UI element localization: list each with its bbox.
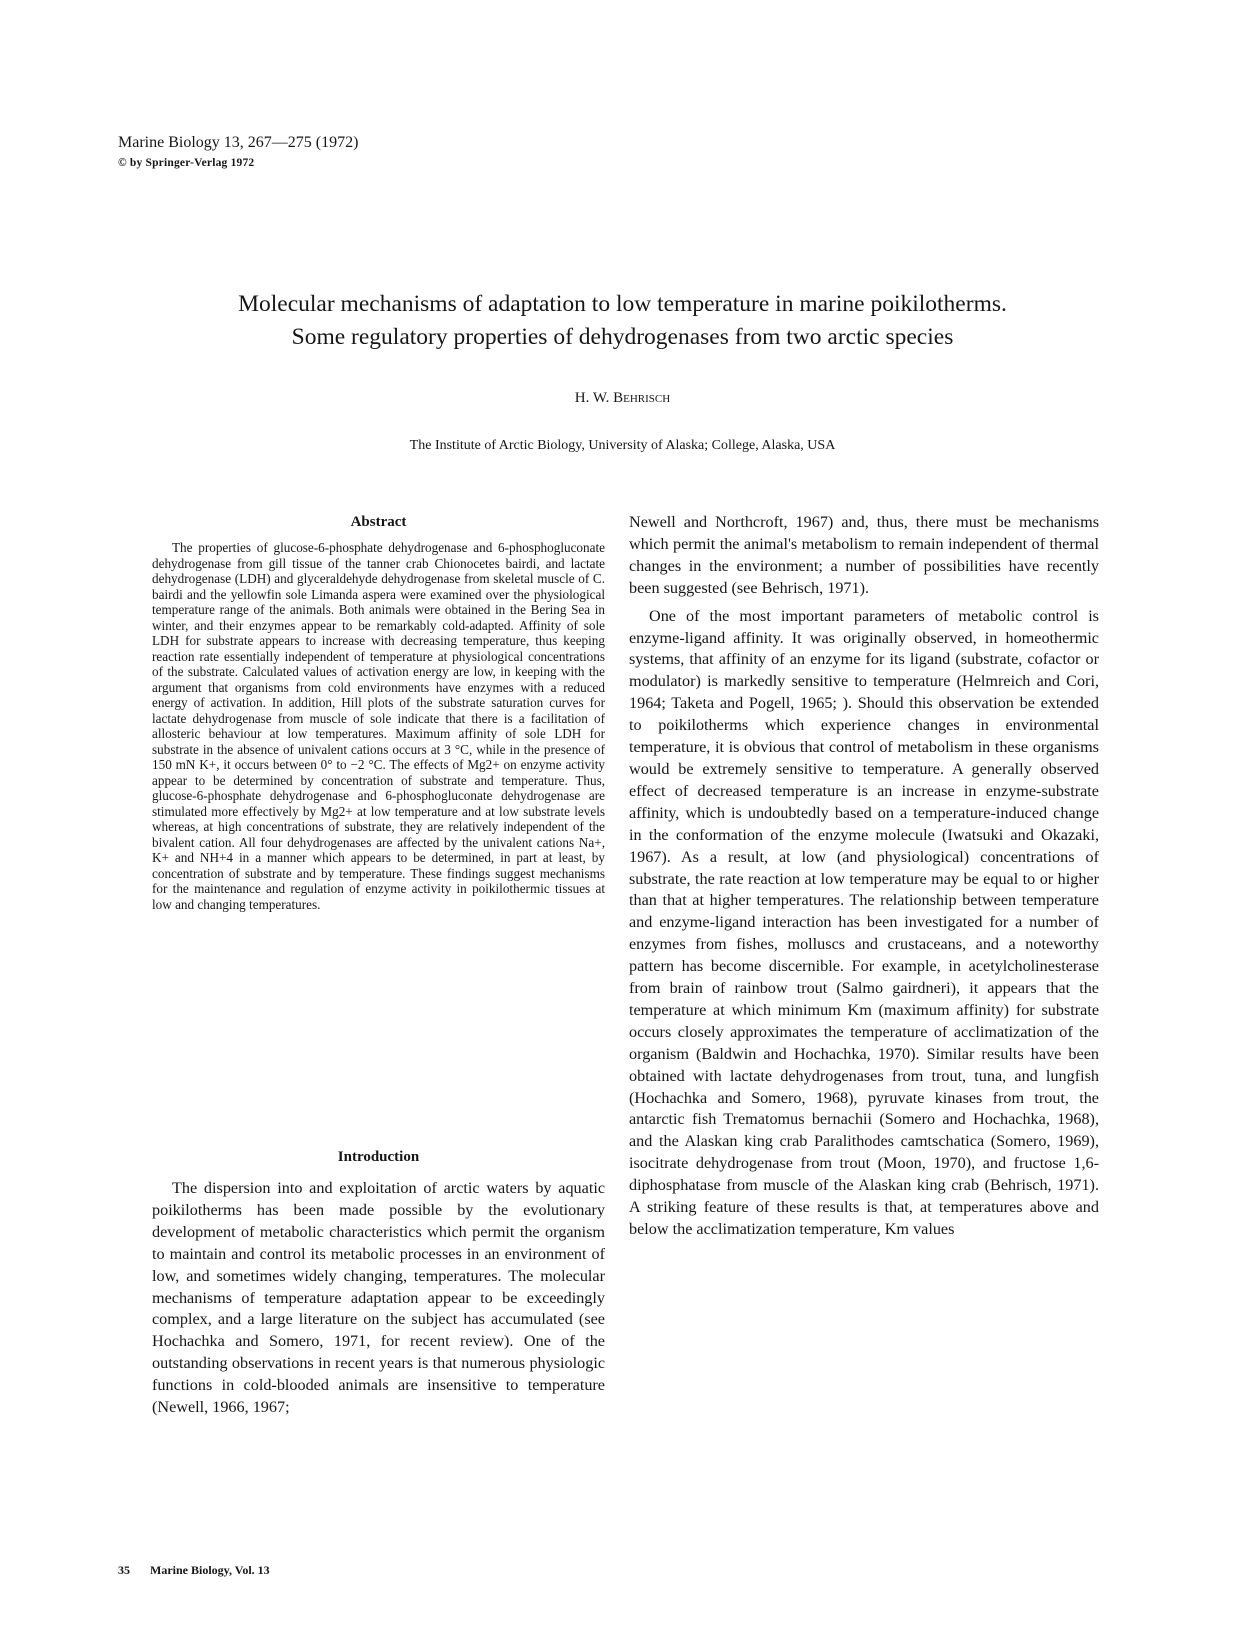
introduction-text: The dispersion into and exploitation of arctic waters by aquatic poikilotherms has been made possible by the evolutionary development of metabolic characteristics which permit the organism to maintain and control its metabolic processes in an environment of low, and sometimes widely changing, temperatures. The molecular mechanisms of temperature adaptation appear to be exceedingly complex, and a large literature on the subject has accumulated (see Hochachka and Somero, 1971, for recent review). One of the outstanding observations in recent years is that numerous physiologic functions in cold-blooded animals are insensitive to temperature (Newell, 1966, 1967; — [152, 1179, 605, 1417]
affiliation: The Institute of Arctic Biology, University of Alaska; College, Alaska, USA — [409, 438, 836, 453]
abstract-heading: Abstract — [350, 514, 407, 530]
title-line-2: Some regulatory properties of dehydrogenases from two arctic species — [291, 324, 954, 350]
journal-citation: Marine Biology 13, 267—275 (1972) — [118, 134, 359, 151]
abstract-section — [152, 514, 605, 912]
footer-journal: Marine Biology, Vol. 13 — [150, 1563, 270, 1577]
introduction-heading: Introduction — [337, 1149, 420, 1165]
author-name: H. W. Behrisch — [574, 390, 671, 406]
right-column-paragraph-2: One of the most important parameters of metabolic control is enzyme-ligand affinity. It was originally observed, in homeothermic systems, that affinity of an enzyme for its ligand (substrate, cofactor or modulator) is markedly sensitive to temperature (Helmreich and Cori, 1964; Taketa and Pogell, 1965; ). Should this observation be extended to poikilotherms which experience changes in environmental temperature, it is obvious that control of metabolism in these organisms would be extremely sensitive to temperature. A generally observed effect of decreased temperature is an increase in enzyme-substrate affinity, which is undoubtedly based on a temperature-induced change in the conformation of the enzyme molecule (Iwatsuki and Okazaki, 1967). As a result, at low (and physiological) concentrations of substrate, the rate reaction at low temperature may be equal to or higher than that at higher temperatures. The relationship between temperature and enzyme-ligand interaction has been investigated for a number of enzymes from fishes, molluscs and crustaceans, and a noteworthy pattern has become discernible. For example, in acetylcholinesterase from brain of rainbow trout (Salmo gairdneri), it appears that the temperature at which minimum Km (maximum affinity) for substrate occurs closely approximates the temperature of acclimatization of the organism (Baldwin and Hochachka, 1970). Similar results have been obtained with lactate dehydrogenases from trout, tuna, and lungfish (Hochachka and Somero, 1968), pyruvate kinases from trout, the antarctic fish Trematomus bernachii (Somero and Hochachka, 1968), and the Alaskan king crab Paralithodes camtschatica (Somero, 1969), isocitrate dehydrogenase from trout (Moon, 1970), and fructose 1,6-diphosphatase from muscle of the Alaskan king crab (Behrisch, 1971). A striking feature of these results is that, at temperatures above and below the acclimatization temperature, Km values — [629, 606, 1099, 1238]
introduction-section — [152, 1149, 605, 1419]
abstract-text: The properties of glucose-6-phosphate dehydrogenase and 6-phosphogluconate dehydrogenase from gill tissue of the tanner crab Chionocetes bairdi, and lactate dehydrogenase (LDH) and glyceraldehyde dehydrogenase from skeletal muscle of C. bairdi and the yellowfin sole Limanda aspera were examined over the physiological temperature range of the animals. Both animals were obtained in the Bering Sea in winter, and their enzymes appear to be remarkably cold-adapted. Affinity of sole LDH for substrate appears to increase with decreasing temperature, thus keeping reaction rate essentially independent of temperature at physiological concentrations of the substrate. Calculated values of activation energy are low, in keeping with the argument that organisms from cold environments have enzymes with a reduced energy of activation. In addition, Hill plots of the substrate saturation curves for lactate dehydrogenase from muscle of sole indicate that there is a facilitation of allosteric behaviour at low temperatures. Maximum affinity of sole LDH for substrate in the absence of univalent cations occurs at 3 °C, while in the presence of 150 mN K+, it occurs between 0° to −2 °C. The effects of Mg2+ on enzyme activity appear to be determined by concentration of substrate and temperature. Thus, glucose-6-phosphate dehydrogenase and 6-phosphogluconate dehydrogenase are stimulated more effectively by Mg2+ at low temperature and at low substrate levels whereas, at high concentrations of substrate, they are relatively independent of the bivalent cation. All four dehydrogenases are affected by the univalent cations Na+, K+ and NH+4 in a manner which appears to be determined, in part at least, by concentration of substrate and by temperature. These findings suggest mechanisms for the maintenance and regulation of enzyme activity in poikilothermic tissues at low and changing temperatures. — [152, 540, 605, 912]
page-number: 35 — [118, 1563, 130, 1577]
page-footer — [118, 1563, 270, 1578]
paper-title — [0, 288, 1245, 354]
title-line-1: Molecular mechanisms of adaptation to low temperature in marine poikilotherms. — [238, 291, 1007, 317]
right-column-paragraph-1: Newell and Northcroft, 1967) and, thus, there must be mechanisms which permit the animal's metabolism to remain independent of thermal changes in the environment; a number of possibilities have recently been suggested (see Behrisch, 1971). — [629, 513, 1099, 597]
copyright-notice: © by Springer-Verlag 1972 — [118, 157, 255, 169]
right-column — [629, 512, 1099, 1241]
